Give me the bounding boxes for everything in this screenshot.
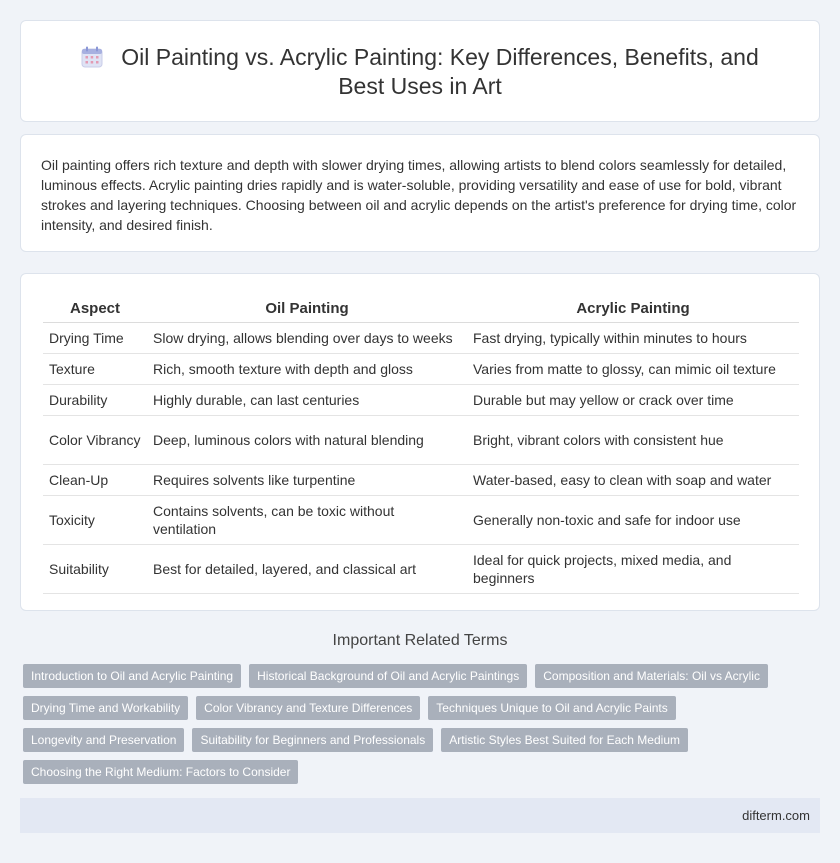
cell-acrylic: Ideal for quick projects, mixed media, and beginners (467, 544, 799, 593)
comparison-table (43, 296, 799, 594)
cell-oil: Rich, smooth texture with depth and gloss (147, 353, 467, 384)
table-row (43, 495, 799, 544)
cell-acrylic: Generally non-toxic and safe for indoor use (467, 495, 799, 544)
cell-aspect: Drying Time (43, 322, 147, 353)
footer (20, 798, 820, 833)
related-tags (23, 664, 813, 792)
cell-oil: Best for detailed, layered, and classical art (147, 544, 467, 593)
calendar-icon (81, 46, 103, 68)
intro-card (20, 134, 820, 252)
tag-link[interactable]: Techniques Unique to Oil and Acrylic Paints (428, 696, 675, 720)
tag-row (23, 696, 813, 720)
cell-aspect: Color Vibrancy (43, 415, 147, 464)
table-row (43, 353, 799, 384)
cell-acrylic: Fast drying, typically within minutes to hours (467, 322, 799, 353)
tag-link[interactable]: Historical Background of Oil and Acrylic Paintings (249, 664, 527, 688)
cell-aspect: Texture (43, 353, 147, 384)
cell-oil: Requires solvents like turpentine (147, 464, 467, 495)
table-header-row (43, 296, 799, 322)
table-row (43, 384, 799, 415)
page-title: Oil Painting vs. Acrylic Painting: Key Differences, Benefits, and Best Uses in Art (121, 44, 759, 99)
tag-row (23, 664, 813, 688)
title-card (20, 20, 820, 122)
cell-acrylic: Varies from matte to glossy, can mimic oil texture (467, 353, 799, 384)
related-terms-title: Important Related Terms (332, 632, 508, 649)
cell-oil: Contains solvents, can be toxic without ventilation (147, 495, 467, 544)
cell-acrylic: Bright, vibrant colors with consistent hue (467, 415, 799, 464)
header-oil: Oil Painting (147, 296, 467, 322)
cell-acrylic: Durable but may yellow or crack over time (467, 384, 799, 415)
page-title-wrap (21, 43, 819, 101)
footer-site-link[interactable]: difterm.com (742, 808, 810, 823)
tag-row (23, 760, 813, 784)
table-row (43, 464, 799, 495)
header-aspect: Aspect (43, 296, 147, 322)
cell-acrylic: Water-based, easy to clean with soap and water (467, 464, 799, 495)
cell-oil: Highly durable, can last centuries (147, 384, 467, 415)
cell-aspect: Clean-Up (43, 464, 147, 495)
cell-aspect: Durability (43, 384, 147, 415)
table-row (43, 322, 799, 353)
tag-link[interactable]: Choosing the Right Medium: Factors to Consider (23, 760, 298, 784)
tag-link[interactable]: Suitability for Beginners and Professionals (192, 728, 433, 752)
table-row (43, 415, 799, 464)
tag-link[interactable]: Artistic Styles Best Suited for Each Medium (441, 728, 688, 752)
tag-link[interactable]: Introduction to Oil and Acrylic Painting (23, 664, 241, 688)
tag-link[interactable]: Color Vibrancy and Texture Differences (196, 696, 420, 720)
tag-link[interactable]: Drying Time and Workability (23, 696, 188, 720)
cell-aspect: Toxicity (43, 495, 147, 544)
intro-paragraph: Oil painting offers rich texture and depth with slower drying times, allowing artists to blend colors seamlessly for detailed, luminous effects. Acrylic painting dries rapidly and is water-soluble, providing versatility and ease of use for bold, vibrant strokes and layering techniques. Choosing between oil and acrylic depends on the artist's preference for drying time, color intensity, and desired finish. (41, 157, 797, 233)
table-row (43, 544, 799, 593)
header-acrylic: Acrylic Painting (467, 296, 799, 322)
cell-oil: Deep, luminous colors with natural blending (147, 415, 467, 464)
tag-link[interactable]: Longevity and Preservation (23, 728, 184, 752)
tag-link[interactable]: Composition and Materials: Oil vs Acrylic (535, 664, 768, 688)
cell-oil: Slow drying, allows blending over days to weeks (147, 322, 467, 353)
tag-row (23, 728, 813, 752)
cell-aspect: Suitability (43, 544, 147, 593)
comparison-card (20, 273, 820, 611)
